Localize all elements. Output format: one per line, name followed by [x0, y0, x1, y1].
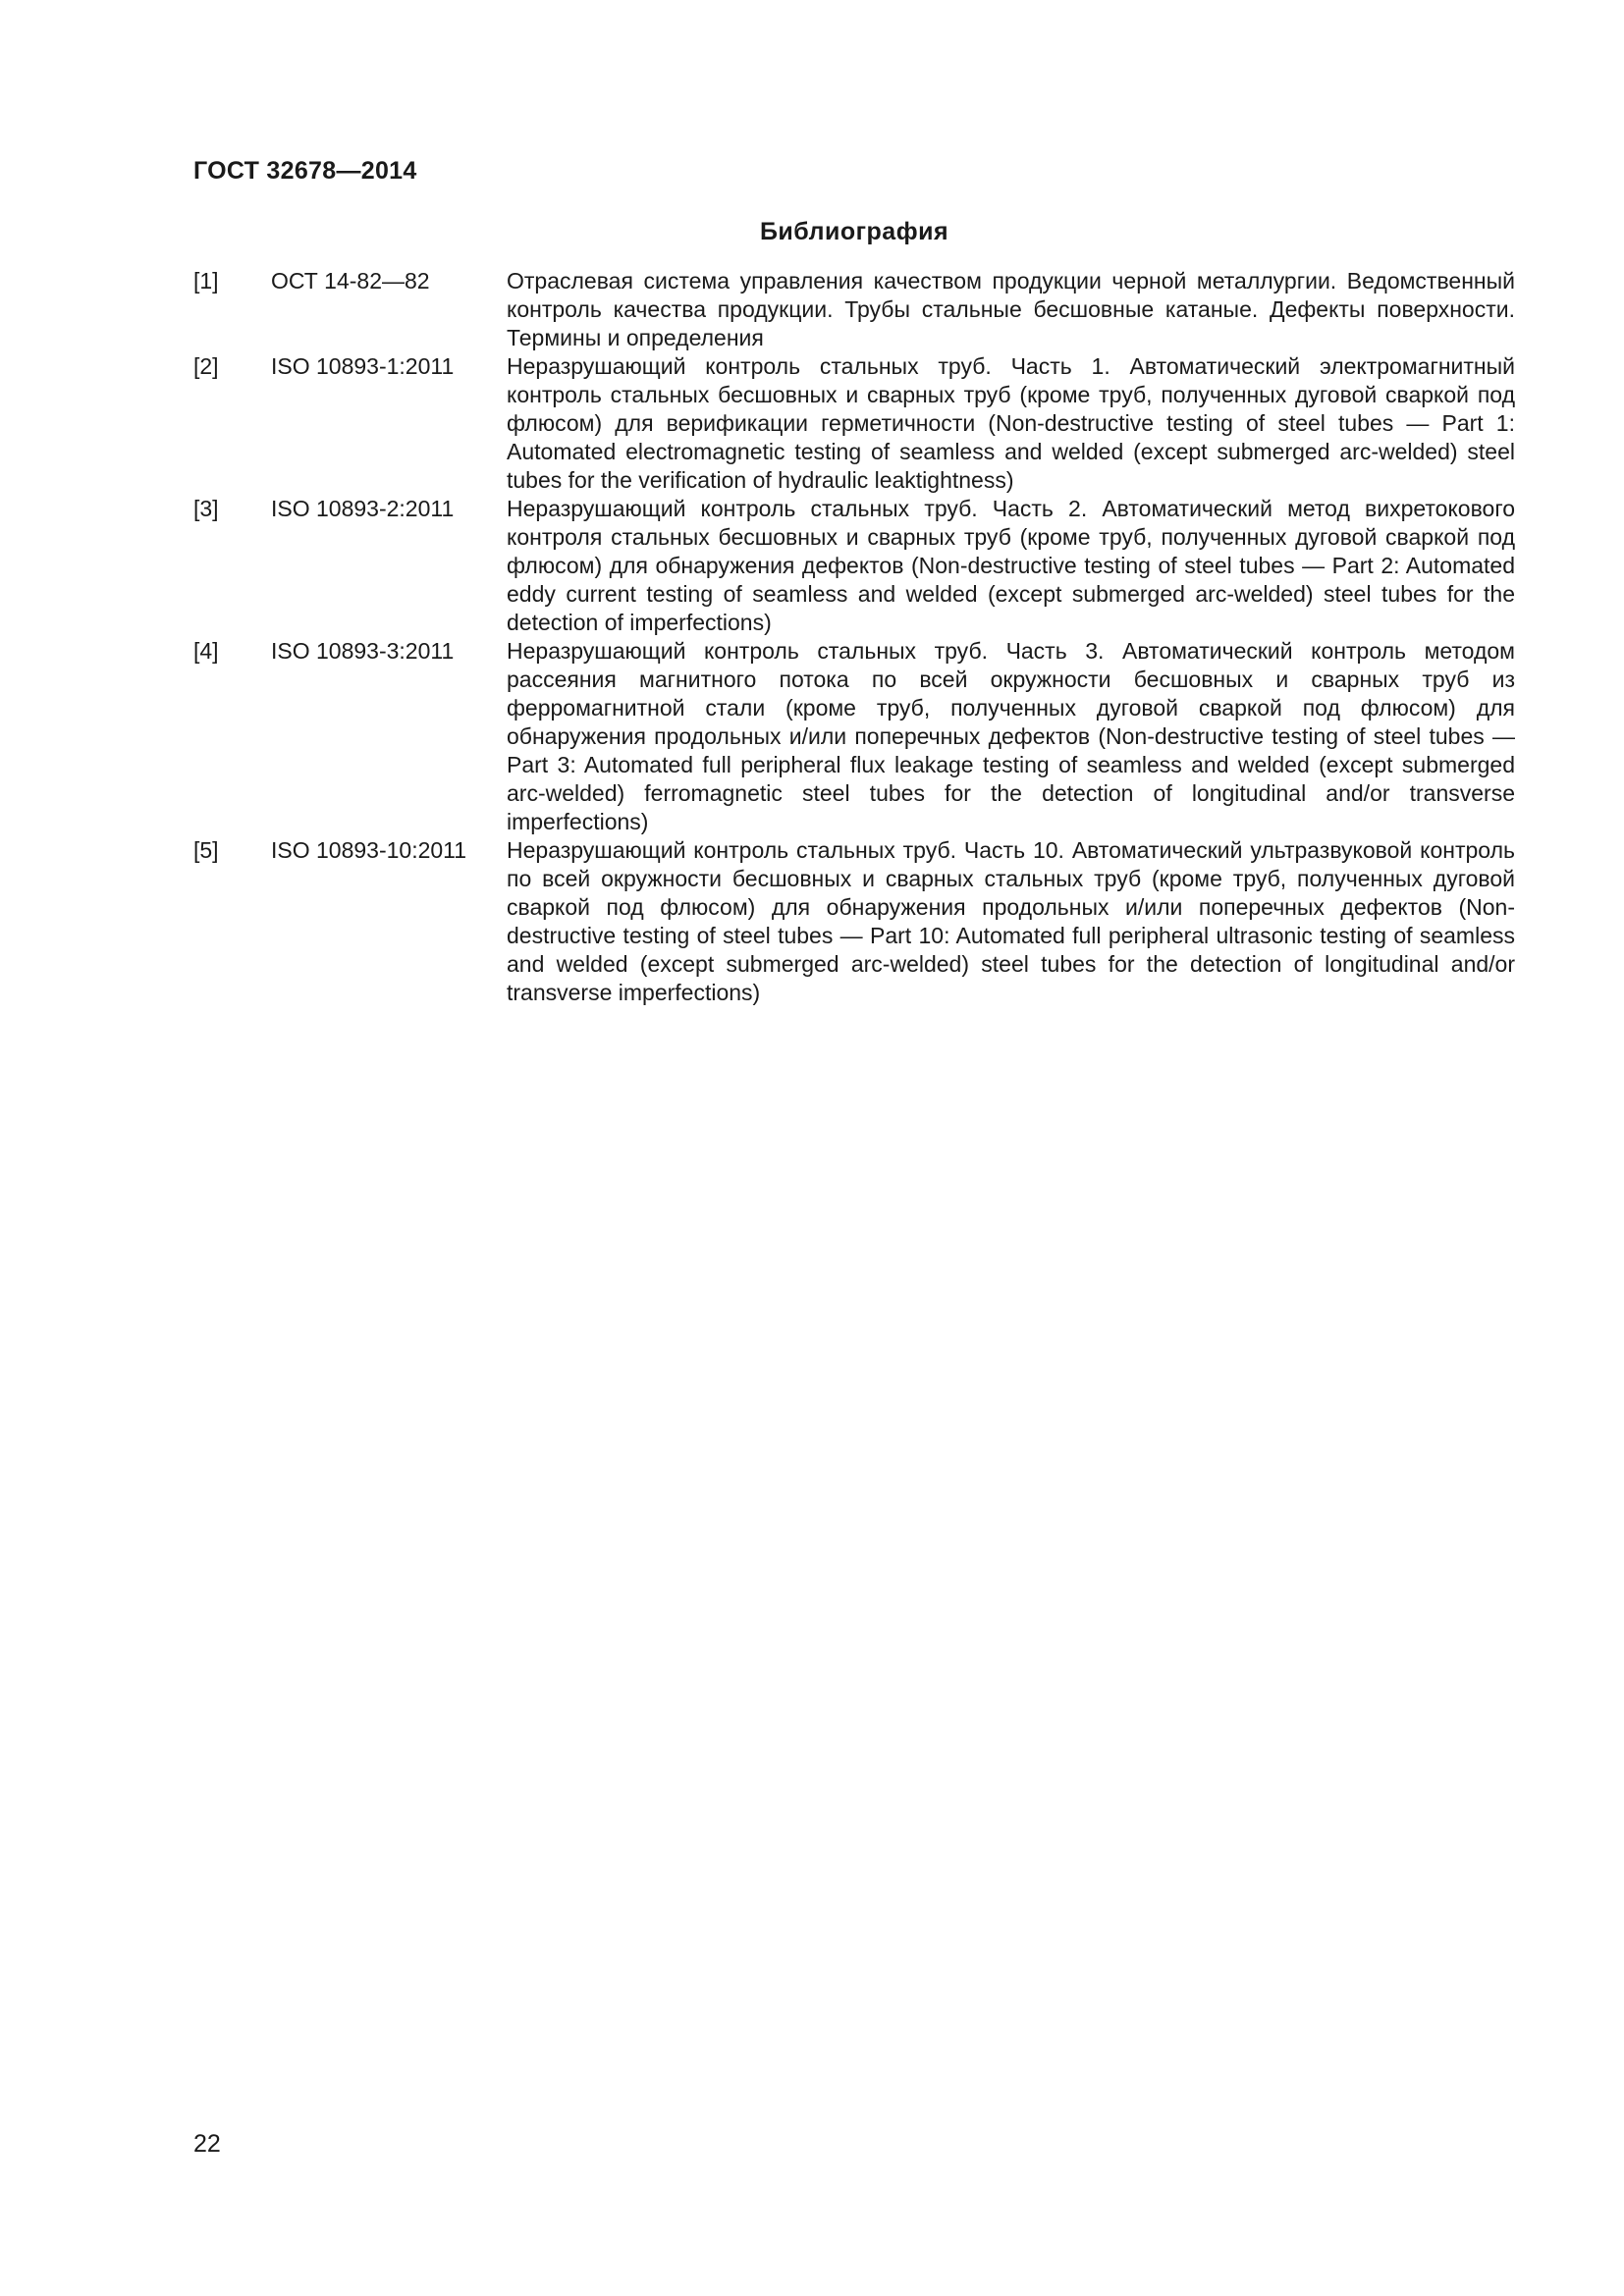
entry-reference: ОСТ 14-82—82 [271, 268, 430, 294]
bibliography-entry [193, 267, 1515, 352]
entry-number: [2] [193, 353, 219, 379]
entry-reference: ISO 10893-3:2011 [271, 638, 455, 664]
entry-description: Неразрушающий контроль стальных труб. Часть 2. Автоматический метод вихретокового контроля стальных бесшовных и сварных труб (кроме труб, полученных дуговой сваркой под флюсом) для обнаружения дефектов (Non-destructive testing of steel tubes — Part 2: Automated eddy current testing of seamless and welded (except submerged arc-welded) steel tubes for the detection of imperfections) [507, 496, 1515, 635]
entry-reference: ISO 10893-1:2011 [271, 353, 455, 379]
bibliography-title: Библиография [759, 218, 949, 245]
bibliography-entry [193, 495, 1515, 637]
entry-description: Неразрушающий контроль стальных труб. Часть 1. Автоматический электромагнитный контроль стальных бесшовных и сварных труб (кроме труб, полученных дуговой сваркой под флюсом) для верификации герметичности (Non-destructive testing of steel tubes — Part 1: Automated electromagnetic testing of seamless and welded (except submerged arc-welded) steel tubes for the verification of hydraulic leaktightness) [507, 353, 1515, 493]
entry-description: Отраслевая система управления качеством продукции черной металлургии. Ведомственный контроль качества продукции. Трубы стальные бесшовные катаные. Дефекты поверхности. Термины и определения [507, 268, 1515, 350]
entry-number: [1] [193, 268, 219, 294]
entry-description: Неразрушающий контроль стальных труб. Часть 3. Автоматический контроль методом рассеяния магнитного потока по всей окружности бесшовных и сварных труб из ферромагнитной стали (кроме труб, полученных дуговой сваркой под флюсом) для обнаружения продольных и/или поперечных дефектов (Non-destructive testing of steel tubes — Part 3: Automated full peripheral flux leakage testing of seamless and welded (except submerged arc-welded) ferromagnetic steel tubes for the detection of longitudinal and/or transverse imperfections) [507, 638, 1515, 834]
entry-reference: ISO 10893-2:2011 [271, 496, 455, 521]
entry-number: [3] [193, 496, 219, 521]
bibliography-entry [193, 352, 1515, 495]
entry-reference: ISO 10893-10:2011 [271, 837, 467, 863]
page-number: 22 [193, 2130, 221, 2158]
entry-number: [4] [193, 638, 219, 664]
bibliography-list [193, 267, 1515, 1007]
document-standard-header: ГОСТ 32678—2014 [193, 157, 417, 185]
bibliography-entry [193, 836, 1515, 1007]
entry-description: Неразрушающий контроль стальных труб. Часть 10. Автоматический ультразвуковой контроль по всей окружности бесшовных и сварных стальных труб (кроме труб, полученных дуговой сваркой под флюсом) для обнаружения продольных и/или поперечных дефектов (Non-destructive testing of steel tubes — Part 10: Automated full peripheral ultrasonic testing of seamless and welded (except submerged arc-welded) steel tubes for the detection of longitudinal and/or transverse imperfections) [507, 837, 1515, 1005]
entry-number: [5] [193, 837, 219, 863]
bibliography-entry [193, 637, 1515, 836]
